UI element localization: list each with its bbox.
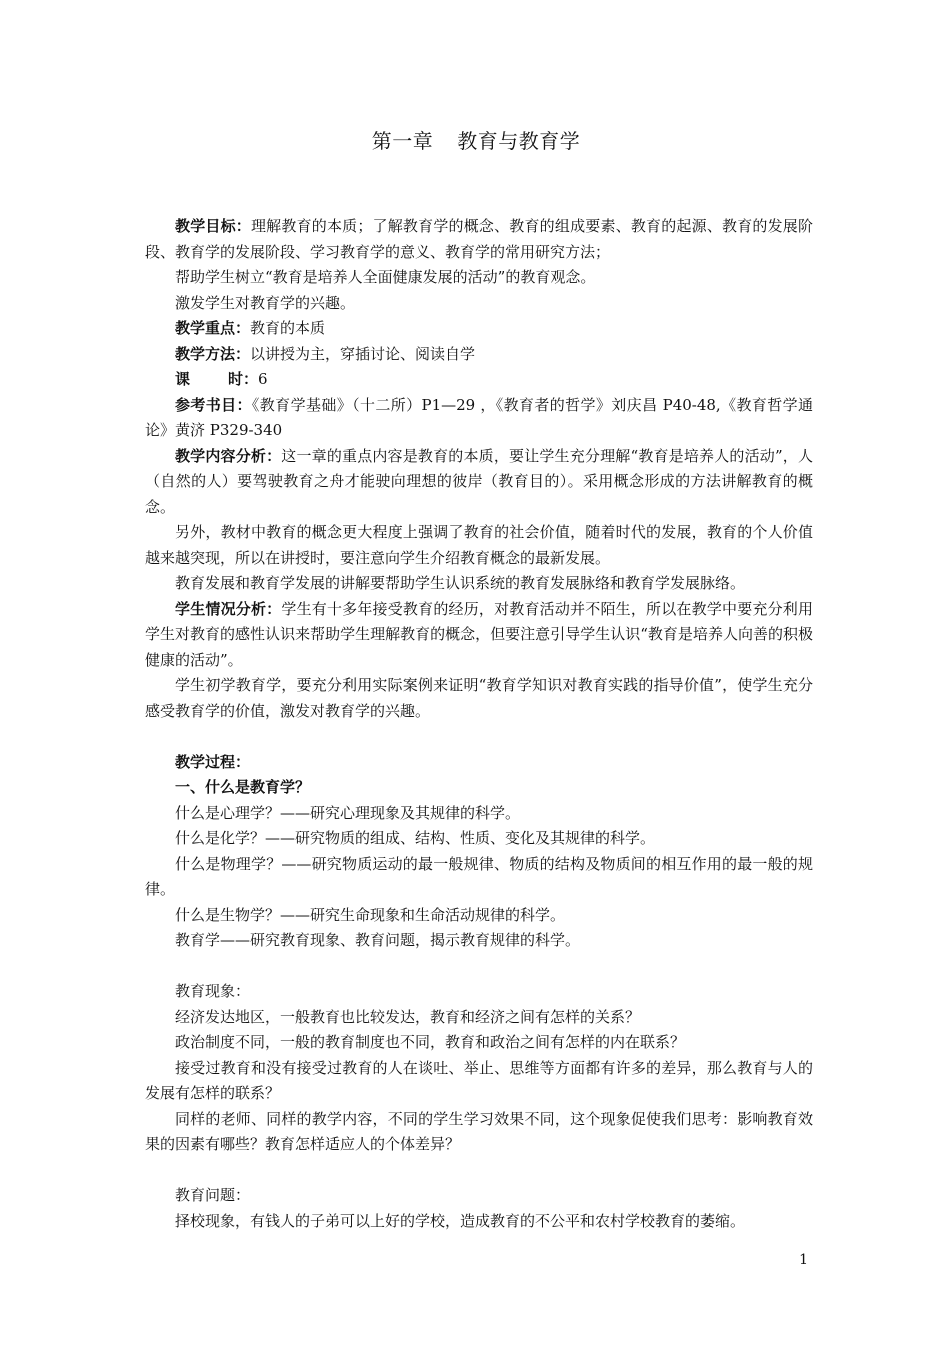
phenomena-item-4: 同样的老师、同样的教学内容，不同的学生学习效果不同，这个现象促使我们思考：影响教育效果的因素有哪些？教育怎样适应人的个体差异？ [145,1109,813,1153]
process-line-3: 什么是物理学？——研究物质运动的最一般规律、物质的结构及物质间的相互作用的最一般的规律。 [145,854,813,898]
phenomena-item-3: 接受过教育和没有接受过教育的人在谈吐、举止、思维等方面都有许多的差异，那么教育与人的发展有怎样的联系？ [145,1058,813,1102]
hours-label-b: 时： [228,370,259,388]
method-paragraph [145,342,813,368]
references-text: 《教育学基础》（十二所）P1—29 ，《教育者的哲学》刘庆昌 P40-48,《教育哲学通论》黄济 P329-340 [145,395,813,439]
objectives-text: 理解教育的本质；了解教育学的概念、教育的组成要素、教育的起源、教育的发展阶段、教育学的发展阶段、学习教育学的意义、教育学的常用研究方法； [145,217,813,261]
objectives-label: 教学目标： [175,217,251,235]
problems-item-1: 择校现象，有钱人的子弟可以上好的学校，造成教育的不公平和农村学校教育的萎缩。 [175,1211,746,1230]
method-text: 以讲授为主，穿插讨论、阅读自学 [250,344,476,363]
process-line-4: 什么是生物学？——研究生命现象和生命活动规律的科学。 [175,905,566,924]
content-analysis-text: 这一章的重点内容是教育的本质，要让学生充分理解“教育是培养人的活动”，人（自然的人）要驾驶教育之舟才能驶向理想的彼岸（教育目的）。采用概念形成的方法讲解教育的概念。 [145,446,813,516]
process-subheading: 一、什么是教育学？ [175,778,311,796]
references-label: 参考书目： [175,395,252,414]
key-point-label: 教学重点： [175,319,251,337]
objectives-paragraph [145,214,813,265]
objectives-extra-2: 激发学生对教育学的兴趣。 [175,293,356,312]
hours-label-a: 课 [175,370,191,388]
content-analysis-extra-1: 另外，教材中教育的概念更大程度上强调了教育的社会价值，随着时代的发展，教育的个人价值越来越突现，所以在讲授时，要注意向学生介绍教育概念的最新发展。 [145,523,813,567]
chapter-title [0,127,952,155]
chapter-number: 第一章 [371,129,434,153]
student-analysis-extra-1: 学生初学教育学，要充分利用实际案例来证明“教育学知识对教育实践的指导价值”，使学生充分感受教育学的价值，激发对教育学的兴趣。 [145,676,813,720]
method-label: 教学方法： [175,344,251,363]
student-analysis-paragraph [145,597,813,674]
chapter-subject: 教育与教育学 [457,129,581,153]
phenomena-item-2: 政治制度不同，一般的教育制度也不同，教育和政治之间有怎样的内在联系？ [175,1033,686,1051]
process-line-1: 什么是心理学？——研究心理现象及其规律的科学。 [175,803,521,822]
content-analysis-extra-2: 教育发展和教育学发展的讲解要帮助学生认识系统的教育发展脉络和教育学发展脉络。 [175,574,746,592]
process-line-2: 什么是化学？——研究物质的组成、结构、性质、变化及其规律的科学。 [175,829,656,847]
key-point-paragraph [145,316,813,342]
student-analysis-label: 学生情况分析： [175,599,282,618]
objectives-extra-1: 帮助学生树立“教育是培养人全面健康发展的活动”的教育观念。 [175,268,596,286]
hours-paragraph [145,367,813,393]
references-paragraph [145,393,813,444]
hours-text: 6 [258,370,268,388]
page-number: 1 [799,1252,808,1268]
key-point-text: 教育的本质 [250,319,326,337]
phenomena-heading: 教育现象： [175,982,251,1000]
student-analysis-text: 学生有十多年接受教育的经历，对教育活动并不陌生，所以在教学中要充分利用学生对教育的感性认识来帮助学生理解教育的概念，但要注意引导学生认识“教育是培养人向善的积极健康的活动”。 [145,599,813,669]
problems-heading: 教育问题： [175,1186,251,1204]
content-analysis-paragraph [145,444,813,521]
content-analysis-label: 教学内容分析： [175,446,282,465]
phenomena-item-1: 经济发达地区，一般教育也比较发达，教育和经济之间有怎样的关系？ [175,1007,641,1026]
process-line-5: 教育学——研究教育现象、教育问题，揭示教育规律的科学。 [175,931,581,949]
document-body [145,214,813,1234]
process-heading: 教学过程： [175,752,251,771]
